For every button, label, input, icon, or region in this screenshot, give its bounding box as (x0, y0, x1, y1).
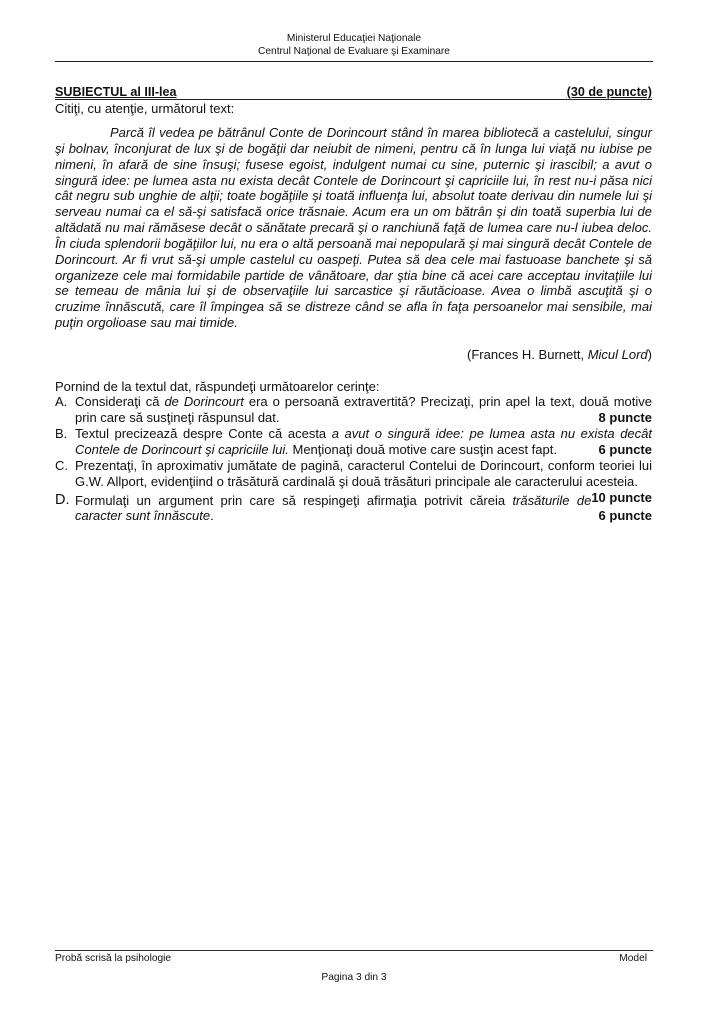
tasks-instruction: Pornind de la textul dat, răspundeţi următoarelor cerinţe: (55, 379, 380, 394)
task-item-a (55, 394, 652, 425)
literary-passage: Parcă îl vedea pe bătrânul Conte de Dorincourt stând în marea bibliotecă a castelului, singur şi bolnav, înconjurat de lux şi de bogăţii dar neiubit de nimeni, pentru că în lunga lui viaţă nu iubise pe nimeni, în afară de sine însuşi; fusese egoist, indulgent numai cu sine, puternic şi irascibil; a avut o singură idee: pe lumea asta nu exista decât Contele de Dorincourt şi capriciile lui, în rest nu-i păsa nici cât negru sub unghie de alţii; toate bogăţiile şi toată influenţa lui, absolut toate derivau din numele lui şi serveau numai ca el să-şi satisfacă orice trăsnaie. Acum era un om bătrân şi din toată superbia lui de altădată nu mai rămăsese decât o sănătate precară şi o ranchiună faţă de lumea care nu-l iubea deloc. În ciuda splendorii bogăţiilor lui, nu era o altă persoană mai nepopulară şi mai singură decât Contele de Dorincourt. Ar fi vrut să-şi umple castelul cu oaspeţi. Putea să dea cele mai fastuoase banchete şi să organizeze cele mai formidabile partide de vânătoare, dar ştia bine că acei care acceptau invitaţiile lui se temeau de mânia lui şi de observaţiile lui sarcastice şi răutăcioase. Avea o limbă ascuţită şi o cruzime înnăscută, care îl împingea să se distreze când se afla în faţa persoanelor mai sensibile, mai puţin orgolioase sau mai timide. (55, 125, 652, 331)
task-marker: D. (55, 491, 70, 508)
footer-divider (55, 950, 653, 951)
subject-heading (55, 85, 652, 100)
task-item-b (55, 426, 652, 457)
subject-points: (30 de puncte) (566, 85, 652, 99)
task-italic: trăsăturile de caracter sunt înnăscute (75, 492, 592, 524)
header-ministry: Ministerul Educaţiei Naţionale (286, 33, 422, 44)
task-points: 8 puncte (598, 409, 652, 425)
footer-model-label: Model (619, 953, 647, 964)
page-number: Pagina 3 din 3 (321, 972, 387, 983)
task-marker: B. (55, 426, 68, 442)
subject-title: SUBIECTUL al III-lea (55, 85, 177, 99)
task-points: 6 puncte (598, 508, 652, 524)
task-points: 10 puncte (591, 489, 652, 505)
task-text-after: era o persoană extravertită? Precizaţi, prin apel la text, două motive prin care să susţineţi răspunsul dat. (75, 394, 652, 425)
task-marker: A. (55, 394, 68, 409)
task-text: Prezentaţi, în aproximativ jumătate de pagină, caracterul Contelui de Dorincourt, conform teoriei lui G.W. Allport, evidenţiind o trăsătură cardinală şi două trăsături principale ale caracterului acesteia. (75, 458, 652, 489)
reading-instruction: Citiţi, cu atenţie, următorul text: (55, 101, 235, 116)
task-list (55, 394, 652, 525)
footer-exam-name: Probă scrisă la psihologie (55, 953, 172, 964)
header-center: Centrul Naţional de Evaluare şi Examinare (258, 46, 450, 57)
task-text: Consideraţi că (75, 394, 165, 409)
task-text-after: . (210, 508, 214, 524)
task-text-after: Menţionaţi două motive care susţin acest fapt. (288, 441, 557, 457)
header-divider (55, 61, 653, 62)
citation-close: ) (647, 347, 652, 362)
citation-work: Micul Lord (587, 347, 648, 362)
task-italic: de Dorincourt (164, 394, 244, 409)
citation-author: (Frances H. Burnett, (467, 347, 588, 362)
task-text: Textul precizează despre Conte că acesta (75, 426, 332, 442)
task-points: 6 puncte (598, 441, 652, 457)
page-header (55, 32, 653, 58)
task-text: Formulaţi un argument prin care să respingeţi afirmaţia potrivit căreia (75, 492, 513, 508)
task-marker: C. (55, 458, 68, 474)
task-item-d (55, 493, 652, 524)
task-italic: a avut o singură idee: pe lumea asta nu exista decât Contele de Dorincourt şi capriciile lui. (75, 426, 653, 457)
passage-citation (467, 347, 652, 362)
